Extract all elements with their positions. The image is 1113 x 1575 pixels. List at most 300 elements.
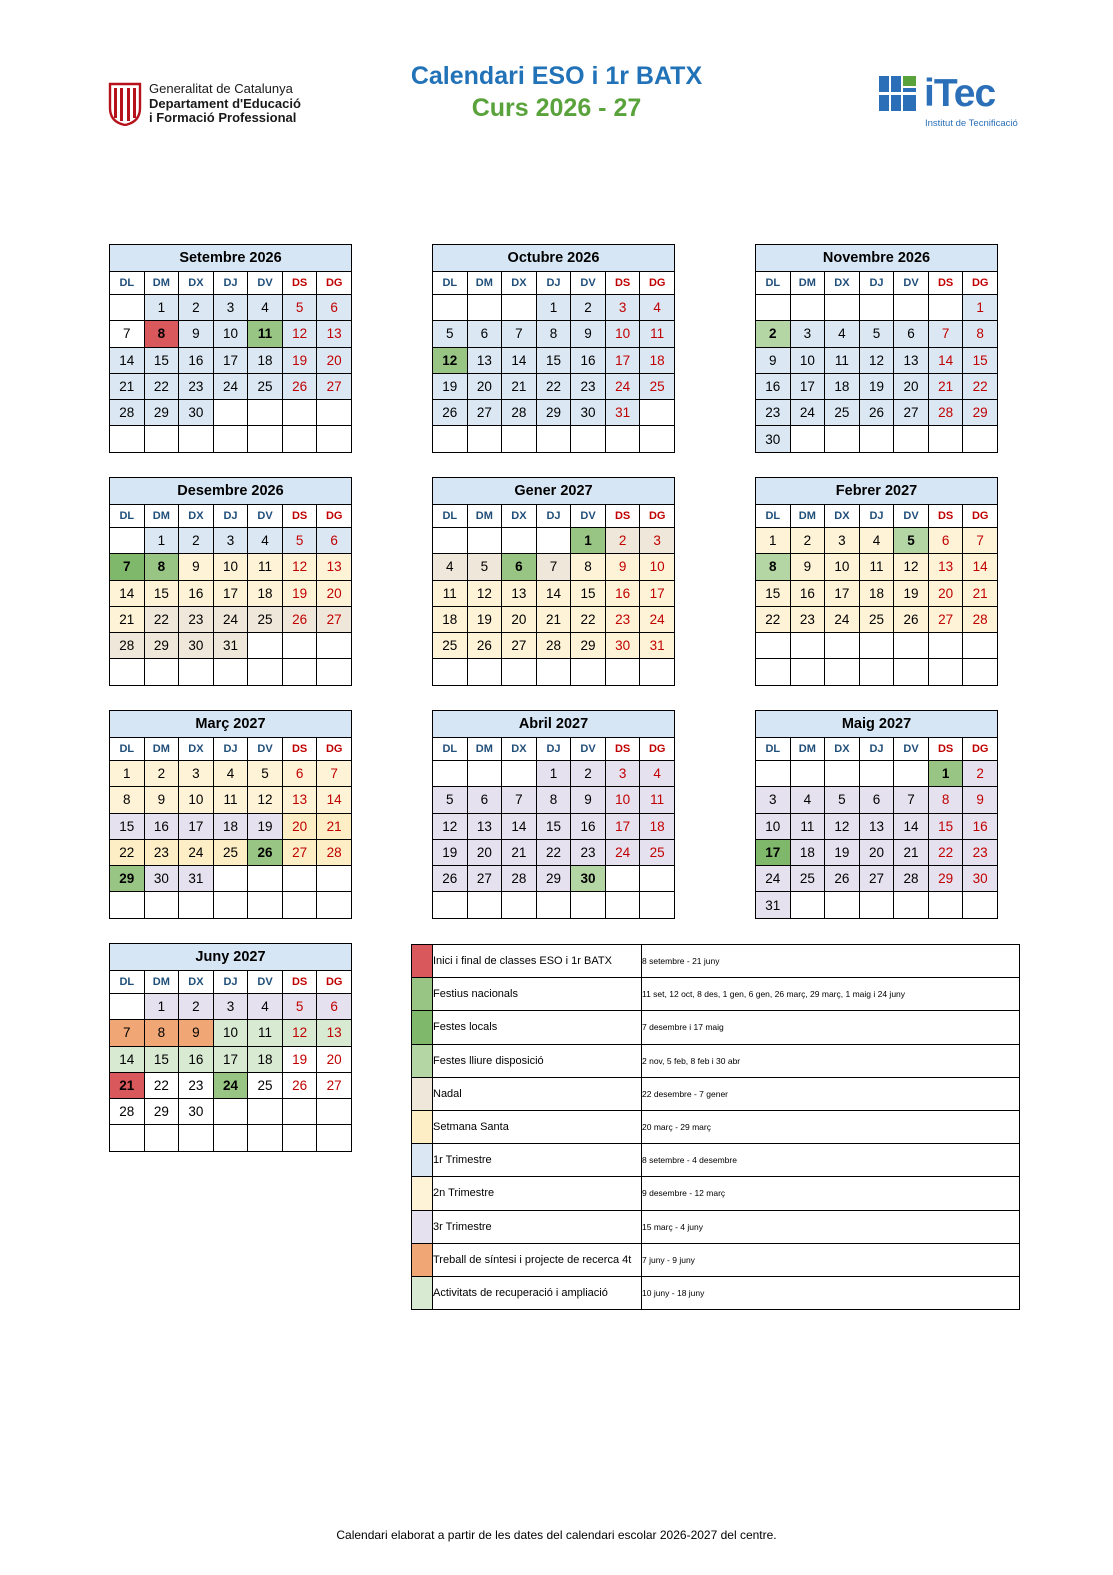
day-cell: [110, 426, 145, 452]
weekday-header: DL: [433, 505, 468, 528]
day-cell: [502, 426, 537, 452]
weekday-header: DX: [825, 505, 860, 528]
day-cell: 16: [179, 1046, 214, 1072]
day-cell: 25: [433, 633, 468, 659]
week-row: [756, 295, 998, 321]
legend-row: [412, 978, 1020, 1011]
day-cell: 3: [640, 528, 675, 554]
day-cell: [502, 892, 537, 918]
week-row: [433, 633, 675, 659]
day-cell: 28: [317, 839, 352, 865]
legend-swatch: [412, 945, 433, 978]
weekday-header: DS: [928, 505, 963, 528]
day-cell: 29: [928, 866, 963, 892]
day-cell: [213, 866, 248, 892]
day-cell: 7: [963, 528, 998, 554]
weekday-header: DG: [640, 272, 675, 295]
day-cell: 2: [756, 321, 791, 347]
month-title: Novembre 2026: [756, 245, 998, 272]
day-cell: 8: [928, 787, 963, 813]
weekday-header: DG: [317, 272, 352, 295]
day-cell: [928, 426, 963, 452]
week-row: [756, 580, 998, 606]
day-cell: 25: [790, 866, 825, 892]
legend-swatch: [412, 1144, 433, 1177]
day-cell: 20: [282, 813, 317, 839]
weekday-header: DL: [110, 971, 145, 994]
itec-wordmark: iTec: [924, 72, 996, 115]
legend-label: 3r Trimestre: [433, 1210, 642, 1243]
weekday-header: DX: [179, 505, 214, 528]
month-calendar: [432, 244, 675, 453]
day-cell: 14: [317, 787, 352, 813]
day-cell: 17: [790, 373, 825, 399]
day-cell: 30: [963, 866, 998, 892]
day-cell: [213, 1099, 248, 1125]
day-cell: [213, 659, 248, 685]
day-cell: [179, 892, 214, 918]
day-cell: 2: [179, 295, 214, 321]
week-row: [756, 813, 998, 839]
day-cell: 15: [144, 347, 179, 373]
week-row: [110, 994, 352, 1020]
day-cell: 1: [756, 528, 791, 554]
week-row: [110, 633, 352, 659]
day-cell: 31: [640, 633, 675, 659]
day-cell: 28: [894, 866, 929, 892]
day-cell: [536, 659, 571, 685]
week-row: [433, 787, 675, 813]
legend-dates: 8 setembre - 21 juny: [642, 945, 1020, 978]
day-cell: 10: [640, 554, 675, 580]
day-cell: 25: [859, 606, 894, 632]
weekday-header: DV: [248, 738, 283, 761]
day-cell: 1: [144, 528, 179, 554]
day-cell: [859, 633, 894, 659]
day-cell: 25: [640, 373, 675, 399]
week-row: [433, 813, 675, 839]
day-cell: 20: [894, 373, 929, 399]
week-row: [756, 347, 998, 373]
day-cell: 5: [859, 321, 894, 347]
week-row: [433, 528, 675, 554]
day-cell: 28: [110, 1099, 145, 1125]
weekday-header: DV: [248, 971, 283, 994]
day-cell: [433, 892, 468, 918]
day-cell: [756, 659, 791, 685]
day-cell: [433, 659, 468, 685]
day-cell: 27: [467, 866, 502, 892]
day-cell: 29: [536, 400, 571, 426]
day-cell: 2: [571, 295, 606, 321]
day-cell: 18: [213, 813, 248, 839]
day-cell: 11: [213, 787, 248, 813]
day-cell: 23: [179, 1072, 214, 1098]
legend-row: [412, 1144, 1020, 1177]
day-cell: 13: [317, 554, 352, 580]
day-cell: 8: [536, 787, 571, 813]
day-cell: 14: [110, 1046, 145, 1072]
day-cell: 12: [433, 813, 468, 839]
day-cell: 5: [894, 528, 929, 554]
day-cell: 27: [317, 373, 352, 399]
day-cell: 26: [282, 373, 317, 399]
day-cell: 23: [144, 839, 179, 865]
week-row: [433, 892, 675, 918]
day-cell: 21: [928, 373, 963, 399]
day-cell: 13: [928, 554, 963, 580]
day-cell: 11: [790, 813, 825, 839]
legend-dates: 11 set, 12 oct, 8 des, 1 gen, 6 gen, 26 març, 29 març, 1 maig i 24 juny: [642, 978, 1020, 1011]
weekday-header: DM: [467, 272, 502, 295]
day-cell: 15: [571, 580, 606, 606]
day-cell: 21: [110, 373, 145, 399]
legend-label: Nadal: [433, 1077, 642, 1110]
day-cell: 7: [110, 321, 145, 347]
day-cell: [790, 295, 825, 321]
week-row: [110, 659, 352, 685]
day-cell: [317, 892, 352, 918]
week-row: [110, 1099, 352, 1125]
day-cell: [605, 659, 640, 685]
week-row: [433, 554, 675, 580]
week-row: [433, 761, 675, 787]
weekday-header: DM: [144, 505, 179, 528]
day-cell: [213, 1125, 248, 1151]
day-cell: [248, 1099, 283, 1125]
day-cell: 19: [282, 347, 317, 373]
day-cell: [110, 892, 145, 918]
month-title: Octubre 2026: [433, 245, 675, 272]
legend-dates: 22 desembre - 7 gener: [642, 1077, 1020, 1110]
generalitat-emblem-icon: [108, 82, 142, 126]
legend-swatch: [412, 1011, 433, 1044]
day-cell: 22: [144, 1072, 179, 1098]
itec-subtitle: Institut de Tecnificació: [925, 118, 1018, 129]
day-cell: 21: [894, 839, 929, 865]
legend-label: Activitats de recuperació i ampliació: [433, 1276, 642, 1309]
day-cell: 23: [605, 606, 640, 632]
day-cell: [317, 659, 352, 685]
generalitat-logo-text: [149, 82, 301, 126]
week-row: [756, 528, 998, 554]
day-cell: 4: [640, 295, 675, 321]
weekday-header: DV: [894, 738, 929, 761]
day-cell: 15: [928, 813, 963, 839]
day-cell: [467, 295, 502, 321]
day-cell: 25: [248, 373, 283, 399]
day-cell: 1: [536, 295, 571, 321]
day-cell: 6: [894, 321, 929, 347]
day-cell: 28: [502, 866, 537, 892]
day-cell: 14: [502, 813, 537, 839]
day-cell: 23: [571, 839, 606, 865]
legend-dates: 7 juny - 9 juny: [642, 1243, 1020, 1276]
legend-swatch: [412, 1276, 433, 1309]
itec-logo: [879, 72, 1019, 132]
day-cell: 19: [248, 813, 283, 839]
legend-dates: 20 març - 29 març: [642, 1110, 1020, 1143]
day-cell: 24: [213, 606, 248, 632]
day-cell: 3: [213, 528, 248, 554]
day-cell: 26: [282, 606, 317, 632]
day-cell: [640, 866, 675, 892]
day-cell: [282, 866, 317, 892]
day-cell: [248, 866, 283, 892]
day-cell: 20: [928, 580, 963, 606]
month-calendar: [432, 477, 675, 686]
day-cell: 18: [825, 373, 860, 399]
day-cell: 16: [571, 347, 606, 373]
day-cell: [894, 761, 929, 787]
weekday-header: DG: [317, 971, 352, 994]
day-cell: [282, 1125, 317, 1151]
day-cell: 16: [179, 580, 214, 606]
day-cell: 18: [248, 1046, 283, 1072]
day-cell: 12: [467, 580, 502, 606]
day-cell: 13: [859, 813, 894, 839]
day-cell: 8: [110, 787, 145, 813]
weekday-header: DM: [467, 738, 502, 761]
month-calendar: [109, 710, 352, 919]
day-cell: 22: [536, 373, 571, 399]
day-cell: 14: [502, 347, 537, 373]
day-cell: [248, 1125, 283, 1151]
day-cell: 8: [144, 1020, 179, 1046]
legend-label: Festes lliure disposició: [433, 1044, 642, 1077]
week-row: [433, 426, 675, 452]
day-cell: 17: [213, 580, 248, 606]
day-cell: [467, 659, 502, 685]
week-row: [433, 606, 675, 632]
day-cell: [144, 659, 179, 685]
day-cell: 3: [605, 761, 640, 787]
day-cell: 20: [467, 373, 502, 399]
day-cell: [144, 892, 179, 918]
day-cell: 20: [317, 580, 352, 606]
legend-row: [412, 1177, 1020, 1210]
day-cell: 14: [963, 554, 998, 580]
week-row: [110, 580, 352, 606]
day-cell: 6: [467, 321, 502, 347]
day-cell: 9: [144, 787, 179, 813]
week-row: [110, 761, 352, 787]
weekday-header: DM: [790, 738, 825, 761]
day-cell: [825, 633, 860, 659]
week-row: [756, 659, 998, 685]
day-cell: 26: [433, 400, 468, 426]
week-row: [110, 1046, 352, 1072]
day-cell: 6: [928, 528, 963, 554]
day-cell: [282, 633, 317, 659]
day-cell: 23: [179, 606, 214, 632]
weekday-header: DM: [467, 505, 502, 528]
day-cell: 4: [248, 528, 283, 554]
day-cell: 16: [179, 347, 214, 373]
week-row: [433, 400, 675, 426]
day-cell: [110, 295, 145, 321]
month-title: Febrer 2027: [756, 478, 998, 505]
weekday-header: DG: [317, 505, 352, 528]
week-row: [756, 554, 998, 580]
day-cell: 13: [467, 347, 502, 373]
day-cell: [859, 892, 894, 918]
day-cell: 15: [144, 580, 179, 606]
day-cell: 4: [213, 761, 248, 787]
weekday-header: DM: [790, 272, 825, 295]
day-cell: [213, 400, 248, 426]
weekday-header: DL: [756, 738, 791, 761]
day-cell: 28: [536, 633, 571, 659]
day-cell: [963, 426, 998, 452]
day-cell: 30: [756, 426, 791, 452]
day-cell: 16: [790, 580, 825, 606]
logo-line-2: Departament d'Educació: [149, 95, 301, 111]
legend-swatch: [412, 1077, 433, 1110]
day-cell: [110, 994, 145, 1020]
weekday-header: DV: [248, 505, 283, 528]
day-cell: [502, 528, 537, 554]
day-cell: 21: [502, 373, 537, 399]
weekday-header: DG: [640, 738, 675, 761]
legend-swatch: [412, 978, 433, 1011]
day-cell: 29: [571, 633, 606, 659]
week-row: [756, 400, 998, 426]
day-cell: [282, 400, 317, 426]
day-cell: 30: [144, 866, 179, 892]
legend-row: [412, 1110, 1020, 1143]
day-cell: 12: [894, 554, 929, 580]
day-cell: 2: [790, 528, 825, 554]
week-row: [110, 892, 352, 918]
day-cell: 29: [536, 866, 571, 892]
day-cell: 29: [144, 400, 179, 426]
day-cell: 1: [571, 528, 606, 554]
day-cell: 28: [928, 400, 963, 426]
legend-table: [411, 944, 1020, 1310]
day-cell: 4: [790, 787, 825, 813]
week-row: [756, 787, 998, 813]
day-cell: 22: [756, 606, 791, 632]
day-cell: 19: [282, 580, 317, 606]
day-cell: 3: [756, 787, 791, 813]
weekday-header: DL: [110, 505, 145, 528]
weekday-header: DL: [756, 505, 791, 528]
day-cell: 15: [963, 347, 998, 373]
day-cell: 4: [433, 554, 468, 580]
day-cell: 10: [825, 554, 860, 580]
week-row: [110, 321, 352, 347]
month-title: Abril 2027: [433, 711, 675, 738]
day-cell: 25: [825, 400, 860, 426]
day-cell: 19: [467, 606, 502, 632]
week-row: [756, 839, 998, 865]
weekday-header: DX: [502, 738, 537, 761]
day-cell: [317, 426, 352, 452]
day-cell: 21: [502, 839, 537, 865]
day-cell: 3: [179, 761, 214, 787]
day-cell: 13: [317, 1020, 352, 1046]
weekday-header: DX: [825, 272, 860, 295]
day-cell: 30: [179, 633, 214, 659]
weekday-header: DX: [179, 971, 214, 994]
month-calendar: [109, 477, 352, 686]
legend-dates: 8 setembre - 4 desembre: [642, 1144, 1020, 1177]
day-cell: 11: [248, 1020, 283, 1046]
day-cell: 9: [605, 554, 640, 580]
day-cell: 31: [213, 633, 248, 659]
week-row: [110, 787, 352, 813]
day-cell: [640, 400, 675, 426]
day-cell: 19: [433, 373, 468, 399]
day-cell: [467, 892, 502, 918]
weekday-header: DS: [605, 738, 640, 761]
day-cell: 14: [928, 347, 963, 373]
day-cell: [502, 761, 537, 787]
day-cell: [317, 400, 352, 426]
day-cell: [605, 892, 640, 918]
day-cell: 17: [640, 580, 675, 606]
day-cell: 5: [433, 787, 468, 813]
weekday-header: DL: [433, 738, 468, 761]
day-cell: [248, 400, 283, 426]
day-cell: 17: [213, 347, 248, 373]
weekday-header: DJ: [213, 505, 248, 528]
day-cell: [756, 761, 791, 787]
day-cell: 1: [536, 761, 571, 787]
day-cell: [825, 426, 860, 452]
day-cell: [536, 426, 571, 452]
day-cell: 15: [110, 813, 145, 839]
legend-row: [412, 1011, 1020, 1044]
day-cell: [928, 633, 963, 659]
day-cell: 24: [605, 373, 640, 399]
day-cell: 21: [536, 606, 571, 632]
weekday-header: DS: [928, 738, 963, 761]
logo-line-3: i Formació Professional: [149, 110, 297, 125]
day-cell: 7: [536, 554, 571, 580]
weekday-header: DS: [282, 505, 317, 528]
day-cell: 2: [571, 761, 606, 787]
day-cell: 12: [282, 554, 317, 580]
day-cell: 26: [467, 633, 502, 659]
day-cell: [282, 1099, 317, 1125]
weekday-header: DJ: [536, 272, 571, 295]
day-cell: 24: [213, 373, 248, 399]
day-cell: 27: [317, 1072, 352, 1098]
day-cell: [928, 892, 963, 918]
day-cell: 14: [110, 347, 145, 373]
day-cell: 6: [502, 554, 537, 580]
weekday-header: DV: [571, 505, 606, 528]
weekday-header: DS: [928, 272, 963, 295]
legend-row: [412, 945, 1020, 978]
day-cell: [928, 295, 963, 321]
day-cell: 23: [790, 606, 825, 632]
day-cell: [825, 761, 860, 787]
day-cell: 28: [110, 633, 145, 659]
legend-label: 1r Trimestre: [433, 1144, 642, 1177]
legend-dates: 10 juny - 18 juny: [642, 1276, 1020, 1309]
day-cell: [179, 1125, 214, 1151]
day-cell: 10: [213, 321, 248, 347]
day-cell: 22: [928, 839, 963, 865]
legend-swatch: [412, 1243, 433, 1276]
day-cell: 1: [144, 994, 179, 1020]
weekday-header: DG: [963, 505, 998, 528]
weekday-header: DX: [502, 505, 537, 528]
day-cell: 20: [317, 1046, 352, 1072]
